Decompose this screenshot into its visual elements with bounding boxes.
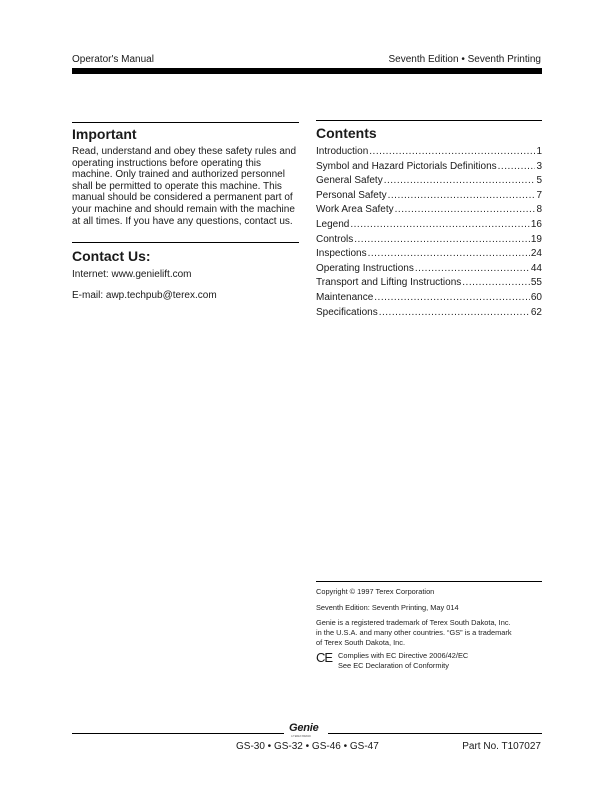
toc-entry[interactable] [316,292,542,307]
legal-top-rule [316,581,542,582]
trademark-line-2: in the U.S.A. and many other countries. “GS” is a trademark [316,628,512,637]
important-title: Important [72,126,137,142]
toc-entry[interactable] [316,248,542,263]
toc-page: 19 [530,233,542,245]
toc-page: 44 [530,262,542,274]
contents-title: Contents [316,125,377,141]
part-number: Part No. T107027 [462,741,541,752]
toc-label: Controls [316,233,354,245]
trademark-line-3: of Terex South Dakota, Inc. [316,638,406,647]
toc-entry[interactable] [316,234,542,249]
toc-page: 16 [530,218,542,230]
toc-leader-dots [379,307,530,318]
footer-rule-right [328,733,542,734]
toc-leader-dots [369,146,535,157]
toc-entry[interactable] [316,204,542,219]
table-of-contents [316,146,542,321]
contact-internet[interactable]: Internet: www.genielift.com [72,269,192,280]
toc-entry[interactable] [316,307,542,322]
toc-leader-dots [498,161,536,172]
copyright-text: Copyright © 1997 Terex Corporation [316,587,435,596]
toc-label: Personal Safety [316,189,387,201]
toc-label: Inspections [316,248,367,260]
toc-label: Introduction [316,146,369,157]
toc-page: 8 [536,204,542,216]
toc-leader-dots [354,234,530,245]
toc-label: Transport and Lifting Instructions [316,277,462,289]
toc-leader-dots [415,263,530,274]
toc-leader-dots [388,190,536,201]
toc-entry[interactable] [316,263,542,278]
toc-leader-dots [374,292,530,303]
contents-top-rule [316,120,542,121]
toc-page: 55 [530,277,542,289]
genie-logo-icon: Genie [289,722,319,734]
model-list: GS-30 • GS-32 • GS-46 • GS-47 [236,741,379,752]
toc-entry[interactable] [316,277,542,292]
ce-mark-icon: CE [316,650,333,665]
ce-compliance-text [338,651,468,670]
toc-page: 60 [530,291,542,303]
ce-line-1: Complies with EC Directive 2006/42/EC [338,651,469,660]
toc-label: Specifications [316,306,378,318]
contact-title: Contact Us: [72,248,151,264]
toc-page: 24 [530,248,542,260]
important-top-rule [72,122,299,123]
toc-entry[interactable] [316,146,542,161]
toc-label: Legend [316,218,350,230]
toc-leader-dots [384,175,536,186]
contact-top-rule [72,242,299,243]
toc-leader-dots [395,204,536,215]
toc-entry[interactable] [316,175,542,190]
toc-label: Operating Instructions [316,262,414,274]
toc-page: 62 [530,306,542,318]
ce-line-2: See EC Declaration of Conformity [338,660,449,670]
toc-label: Symbol and Hazard Pictorials Definitions [316,160,497,172]
toc-leader-dots [462,277,530,288]
manual-title: Operator's Manual [72,54,154,65]
important-body: Read, understand and obey these safety rules and operating instructions before operating this machine. Only trained and authorized personnel shall be permitted to operate this machine. This manual should be considered a permanent part of your machine and should remain with the machine at all times. If you have any questions, contact us. [72,146,297,227]
genie-logo-tagline: A TEREX BRAND [291,735,311,738]
toc-leader-dots [350,219,530,230]
toc-page: 5 [536,175,542,187]
toc-page: 1 [536,146,542,157]
header-bar-divider [72,68,542,74]
toc-label: Work Area Safety [316,204,394,216]
footer-rule-left [72,733,284,734]
toc-entry[interactable] [316,219,542,234]
toc-page: 3 [536,160,542,172]
contact-email[interactable]: E-mail: awp.techpub@terex.com [72,290,217,301]
toc-label: General Safety [316,175,383,187]
trademark-line-1: Genie is a registered trademark of Terex South Dakota, Inc. [316,618,511,627]
toc-entry[interactable] [316,161,542,176]
toc-leader-dots [368,248,530,259]
toc-page: 7 [536,189,542,201]
edition-text: Seventh Edition: Seventh Printing, May 014 [316,603,459,612]
toc-entry[interactable] [316,190,542,205]
toc-label: Maintenance [316,291,374,303]
edition-label: Seventh Edition • Seventh Printing [388,54,541,65]
